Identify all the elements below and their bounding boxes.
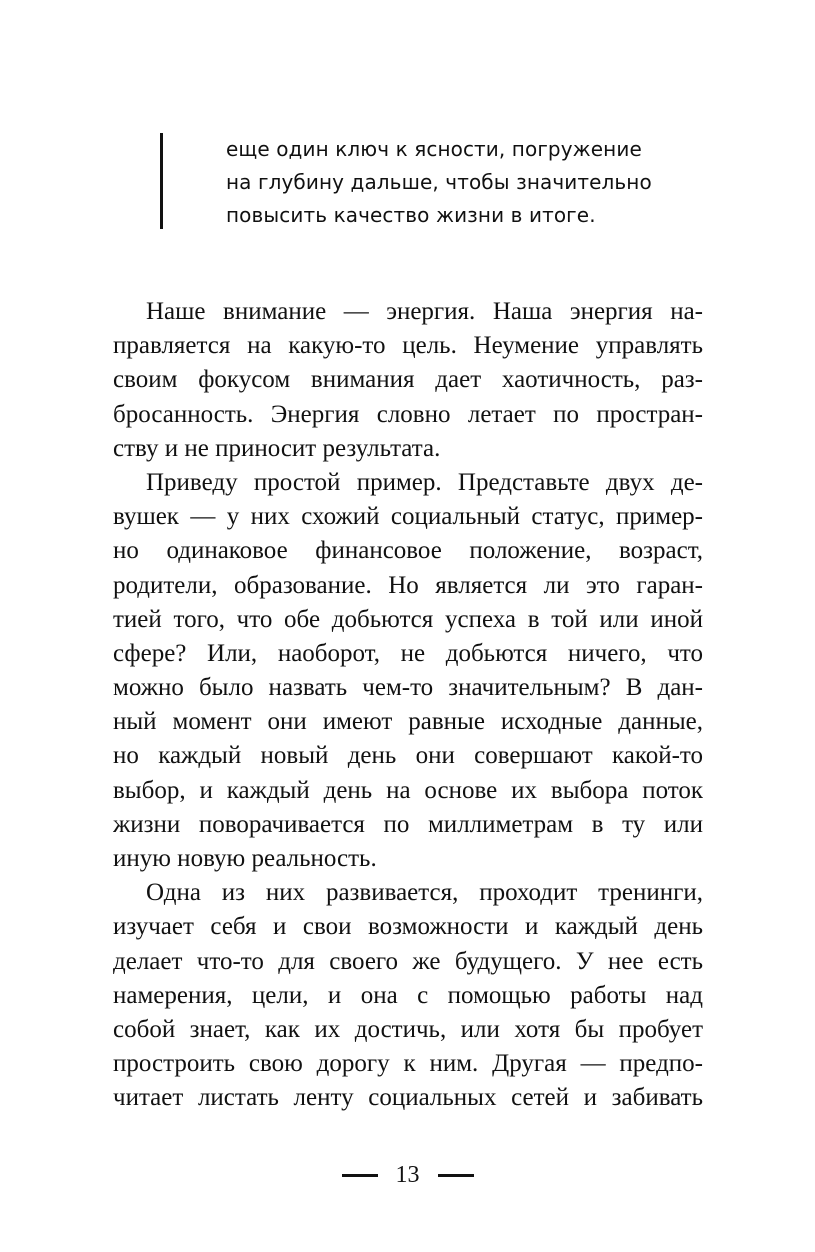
text-line: собой знает, как их достичь, или хотя бы пробует [113,1015,703,1043]
text-line: родители, образование. Но является ли это гаран- [113,571,703,599]
text-line: своим фокусом внимания дает хаотичность, раз- [113,366,703,394]
text-line: вушек — у них схожий социальный статус, пример- [113,503,703,531]
text-line: жизни поворачивается по миллиметрам в ту или [113,810,703,838]
text-line: Одна из них развивается, проходит тренинги, [146,879,703,907]
body-text [113,295,703,1116]
text-line: простроить свою дорогу к ним. Другая — предпо- [113,1050,703,1078]
quote-line: повысить качество жизни в итоге. [226,203,596,227]
text-line: читает листать ленту социальных сетей и забивать [113,1084,703,1112]
page-footer [0,1160,815,1190]
text-line: бросанность. Энергия словно летает по простран- [113,400,703,428]
paragraph [113,876,703,1115]
text-line: сфере? Или, наоборот, не добьются ничего, что [113,639,703,667]
text-line: ный момент они имеют равные исходные данные, [113,708,703,736]
text-line: ству и не приносит результата. [113,434,441,462]
quote-bar [160,133,163,229]
paragraph [113,466,703,876]
text-line: тией того, что обе добьются успеха в той или иной [113,605,703,633]
text-line: Приведу простой пример. Представьте двух де- [146,468,703,496]
quote-line: еще один ключ к ясности, погружение [226,137,642,161]
text-line: иную новую реальность. [113,845,377,872]
text-line: Наше внимание — энергия. Наша энергия на- [146,298,703,325]
text-line: но каждый новый день они совершают какой-то [113,742,703,770]
page-number: 13 [395,1161,420,1188]
text-line: изучает себя и свои возможности и каждый день [113,913,703,941]
text-line: намерения, цели, и она с помощью работы над [113,981,703,1009]
text-line: выбор, и каждый день на основе их выбора поток [113,776,703,804]
text-line: но одинаковое финансовое положение, возраст, [113,537,703,565]
paragraph [113,295,703,466]
quote-line: на глубину дальше, чтобы значительно [226,170,652,194]
text-line: правляется на какую-то цель. Неумение управлять [113,332,703,360]
footer-rule-right [438,1174,474,1177]
quote-text [226,133,706,232]
text-line: можно было назвать чем-то значительным? В дан- [113,674,703,702]
text-line: делает что-то для своего же будущего. У нее есть [113,947,703,975]
footer-rule-left [342,1174,378,1177]
